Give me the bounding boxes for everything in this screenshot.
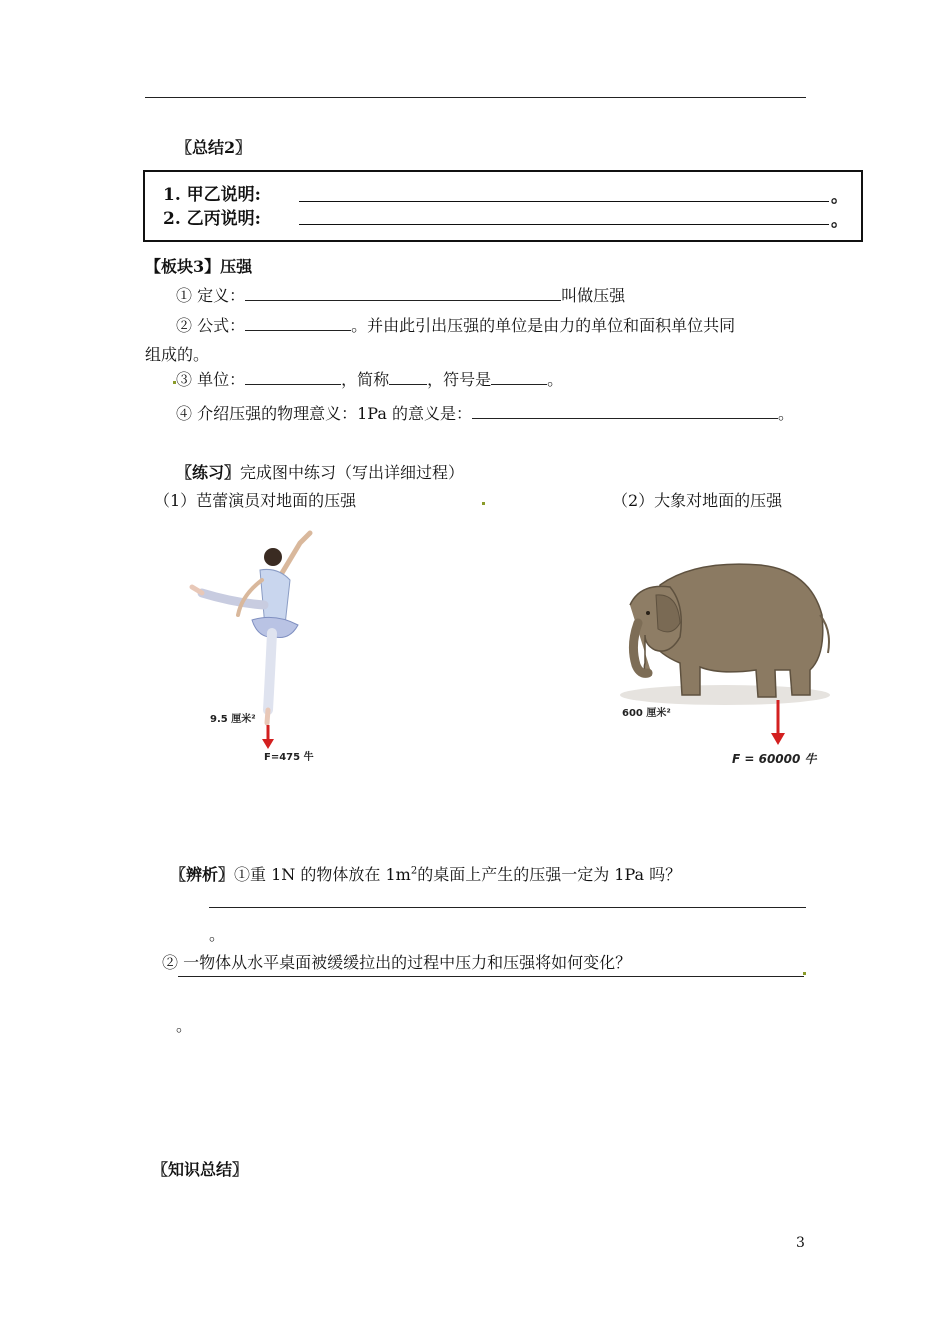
analysis-q2: ② 一物体从水平桌面被缓缓拉出的过程中压力和压强将如何变化？: [162, 953, 632, 972]
question-elephant: （2）大象对地面的压强: [612, 491, 783, 510]
formula-label: ② 公式：: [176, 316, 246, 335]
unit-line: [176, 367, 563, 390]
ballet-dancer-figure: [140, 525, 380, 775]
definition-label: ① 定义：: [176, 286, 246, 305]
elephant-force-label: F = 60000 牛: [732, 752, 817, 766]
item2-fill-line[interactable]: [299, 224, 829, 225]
formula-suffix: 。并由此引出压强的单位是由力的单位和面积单位共同: [351, 316, 736, 335]
analysis-q1-text-b: 的桌面上产生的压强一定为 1Pa 吗？: [417, 865, 682, 884]
analysis-q1-end: 。: [209, 925, 226, 944]
analysis-title: 〖辨析〗: [170, 865, 235, 884]
item2-end: 。: [831, 211, 848, 231]
ballet-area-label: 9.5 厘米²: [210, 714, 256, 725]
analysis-q2-answer-line[interactable]: [178, 976, 804, 977]
header-rule: [145, 97, 806, 98]
definition-blank[interactable]: [245, 286, 561, 301]
formula-blank[interactable]: [245, 316, 351, 331]
meaning-blank[interactable]: [472, 404, 778, 419]
page-number: 3: [796, 1235, 805, 1251]
symbol-blank[interactable]: [491, 370, 547, 385]
item1-label: 1. 甲乙说明:: [163, 185, 261, 205]
summary2-title: 〖总结2〗: [176, 138, 252, 157]
analysis-q2-end: 。: [176, 1016, 193, 1035]
item1-end: 。: [831, 187, 848, 207]
definition-suffix: 叫做压强: [561, 286, 626, 305]
knowledge-summary-title: 〖知识总结〗: [152, 1160, 249, 1179]
summary2-box: [143, 170, 863, 242]
ballet-force-label: F=475 牛: [264, 752, 314, 763]
elephant-figure: [600, 545, 840, 780]
item2-label: 2. 乙丙说明:: [163, 209, 261, 229]
analysis-q1-answer-line[interactable]: [209, 907, 806, 908]
summary2-item1: [163, 180, 261, 205]
question-ballet: （1）芭蕾演员对地面的压强: [154, 491, 357, 510]
practice-title: 〖练习〗: [176, 463, 241, 482]
unit-abbr-label: ，简称: [341, 370, 390, 389]
analysis-q1-superscript: 2: [410, 865, 418, 877]
meaning-label: ④ 介绍压强的物理意义：1Pa 的意义是：: [176, 404, 472, 423]
elephant-area-label: 600 厘米²: [622, 708, 671, 719]
formula-continuation: 组成的。: [145, 345, 210, 364]
unit-blank[interactable]: [245, 370, 341, 385]
item1-fill-line[interactable]: [299, 201, 829, 202]
definition-line: [176, 283, 625, 306]
marker-dot: [482, 502, 485, 505]
unit-label: ③ 单位：: [176, 370, 246, 389]
summary2-item2: [163, 204, 261, 229]
abbr-blank[interactable]: [389, 370, 427, 385]
meaning-end: 。: [777, 404, 794, 423]
analysis-q1: [170, 862, 681, 885]
unit-end: 。: [547, 370, 564, 389]
unit-symbol-label: ，符号是: [427, 370, 492, 389]
formula-line: [176, 313, 735, 336]
marker-dot: [803, 972, 806, 975]
section3-title: 【板块3】压强: [145, 257, 253, 276]
practice-heading: [176, 460, 464, 483]
analysis-q1-text-a: ①重 1N 的物体放在 1m: [234, 865, 411, 884]
practice-instruction: 完成图中练习（写出详细过程）: [240, 463, 465, 482]
meaning-line: [176, 401, 794, 424]
